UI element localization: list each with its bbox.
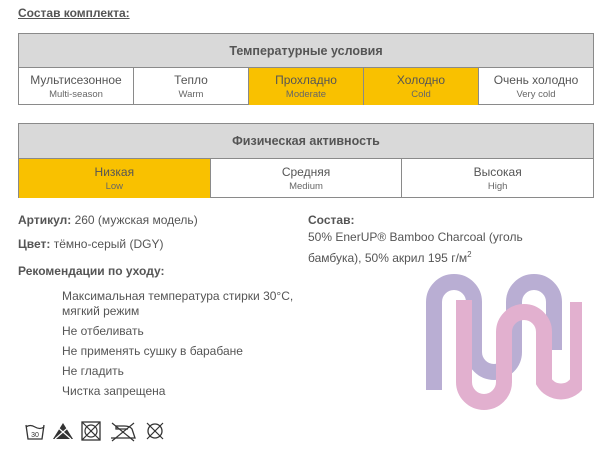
activity-panel bbox=[18, 123, 594, 198]
activity-option-sublabel: High bbox=[487, 181, 508, 192]
no-bleach-icon bbox=[52, 420, 74, 442]
composition-superscript: 2 bbox=[467, 250, 472, 259]
no-tumble-dry-icon bbox=[80, 420, 102, 442]
article-line bbox=[18, 213, 198, 227]
temperature-option-3 bbox=[364, 68, 479, 105]
activity-option-sublabel: Low bbox=[105, 181, 124, 192]
temperature-option-sublabel: Multi-season bbox=[49, 89, 103, 100]
composition bbox=[308, 212, 548, 267]
temperature-option-sublabel: Very cold bbox=[516, 89, 556, 100]
color-value: тёмно-серый (DGY) bbox=[53, 237, 164, 251]
wash-30-icon bbox=[24, 420, 46, 442]
temperature-panel bbox=[18, 33, 594, 105]
care-item: Чистка запрещена bbox=[62, 384, 166, 398]
care-item: Не гладить bbox=[62, 364, 124, 378]
article-label: Артикул: bbox=[18, 213, 72, 227]
activity-option-0 bbox=[19, 159, 211, 198]
activity-option-2 bbox=[402, 159, 593, 198]
no-iron-icon bbox=[108, 420, 138, 442]
activity-option-label: Высокая bbox=[473, 165, 522, 179]
care-icons bbox=[24, 420, 166, 442]
temperature-title: Температурные условия bbox=[19, 34, 593, 68]
temperature-option-sublabel: Warm bbox=[178, 89, 204, 100]
care-list bbox=[62, 289, 302, 404]
composition-text: 50% EnerUP® Bamboo Charcoal (уголь бамбука), 50% акрил 195 г/м bbox=[308, 230, 523, 265]
care-item: Максимальная температура стирки 30°C, мягкий режим bbox=[62, 289, 294, 318]
activity-title: Физическая активность bbox=[19, 124, 593, 159]
color-line bbox=[18, 237, 163, 251]
care-item: Не применять сушку в барабане bbox=[62, 344, 243, 358]
care-item: Не отбеливать bbox=[62, 324, 144, 338]
wash-temp-label: 30 bbox=[31, 432, 39, 439]
temperature-option-0 bbox=[19, 68, 134, 105]
temperature-option-label: Холодно bbox=[396, 73, 446, 87]
temperature-option-4 bbox=[479, 68, 593, 105]
temperature-option-1 bbox=[134, 68, 249, 105]
activity-option-label: Низкая bbox=[94, 165, 135, 179]
activity-option-1 bbox=[211, 159, 403, 198]
temperature-option-label: Прохладно bbox=[275, 73, 337, 87]
color-label: Цвет: bbox=[18, 237, 51, 251]
care-title: Рекомендации по уходу: bbox=[18, 264, 165, 278]
temperature-option-label: Мультисезонное bbox=[30, 73, 122, 87]
temperature-option-label: Тепло bbox=[174, 73, 208, 87]
no-dry-clean-icon bbox=[144, 420, 166, 442]
temperature-option-2 bbox=[249, 68, 364, 105]
set-title: Состав комплекта: bbox=[18, 6, 130, 20]
composition-label: Состав: bbox=[308, 213, 355, 227]
brand-logo-icon bbox=[422, 262, 582, 422]
temperature-option-label: Очень холодно bbox=[493, 73, 579, 87]
activity-option-sublabel: Medium bbox=[289, 181, 323, 192]
temperature-option-sublabel: Moderate bbox=[285, 89, 327, 100]
article-value: 260 (мужская модель) bbox=[74, 213, 198, 227]
activity-option-label: Средняя bbox=[281, 165, 331, 179]
temperature-option-sublabel: Cold bbox=[411, 89, 431, 100]
